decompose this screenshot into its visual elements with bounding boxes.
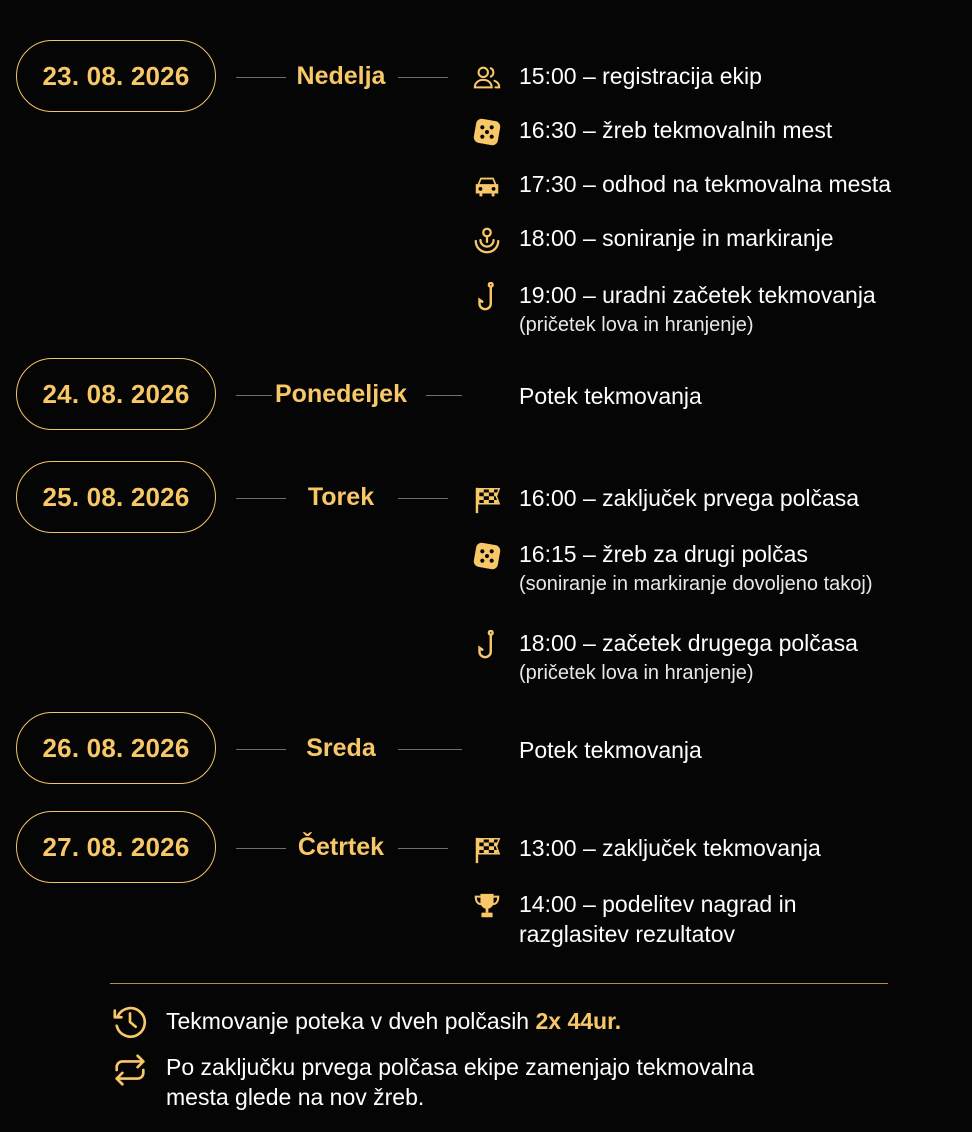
people-icon (470, 61, 504, 95)
date-pill: 27. 08. 2026 (16, 811, 216, 883)
day-name: Ponedeljek (275, 380, 407, 408)
event-subtext: (soniranje in markiranje dovoljeno takoj) (519, 573, 873, 595)
day-block-5 (0, 811, 972, 961)
car-icon (470, 169, 504, 203)
connector-line (398, 848, 448, 849)
date-pill: 25. 08. 2026 (16, 461, 216, 533)
connector-line (398, 498, 448, 499)
swap-arrows-icon (108, 1048, 152, 1092)
sonar-icon (470, 223, 504, 257)
date-pill: 23. 08. 2026 (16, 40, 216, 112)
connector-line (398, 77, 448, 78)
day-name: Sreda (306, 734, 376, 762)
dice-icon (470, 115, 504, 149)
event-text: 19:00 – uradni začetek tekmovanja (519, 282, 876, 308)
day-block-4 (0, 712, 972, 786)
connector-line (398, 749, 462, 750)
event-text: Potek tekmovanja (519, 383, 702, 409)
date-pill: 26. 08. 2026 (16, 712, 216, 784)
note-highlight: 2x 44ur. (535, 1008, 622, 1034)
day-block-1 (0, 40, 972, 350)
event-text: 15:00 – registracija ekip (519, 63, 762, 89)
day-name: Četrtek (297, 833, 385, 861)
event-subtext: (pričetek lova in hranjenje) (519, 314, 754, 336)
date-pill: 24. 08. 2026 (16, 358, 216, 430)
note-text-continued: mesta glede na nov žreb. (166, 1084, 425, 1110)
day-name: Nedelja (296, 62, 386, 90)
trophy-icon (470, 889, 504, 923)
hook-icon (470, 628, 504, 662)
checkered-flag-icon (470, 833, 504, 867)
event-text: 14:00 – podelitev nagrad in (519, 891, 797, 917)
hook-icon (470, 280, 504, 314)
note-text: Tekmovanje poteka v dveh polčasih (166, 1008, 536, 1034)
clock-history-icon (108, 1000, 152, 1044)
event-text: 18:00 – soniranje in markiranje (519, 225, 834, 251)
day-block-3 (0, 461, 972, 701)
event-text: 13:00 – zaključek tekmovanja (519, 835, 821, 861)
event-text: 16:30 – žreb tekmovalnih mest (519, 117, 833, 143)
day-name: Torek (307, 483, 375, 511)
event-text: Potek tekmovanja (519, 737, 702, 763)
section-divider (110, 983, 888, 984)
event-text: 16:00 – zaključek prvega polčasa (519, 485, 860, 511)
day-block-2 (0, 358, 972, 432)
note-text: Po zaključku prvega polčasa ekipe zamenjajo tekmovalna (166, 1054, 755, 1080)
event-text: 16:15 – žreb za drugi polčas (519, 541, 808, 567)
event-text-continued: razglasitev rezultatov (519, 921, 736, 947)
event-text: 17:30 – odhod na tekmovalna mesta (519, 171, 892, 197)
dice-icon (470, 539, 504, 573)
event-subtext: (pričetek lova in hranjenje) (519, 662, 754, 684)
checkered-flag-icon (470, 483, 504, 517)
event-text: 18:00 – začetek drugega polčasa (519, 630, 858, 656)
connector-line (426, 395, 462, 396)
